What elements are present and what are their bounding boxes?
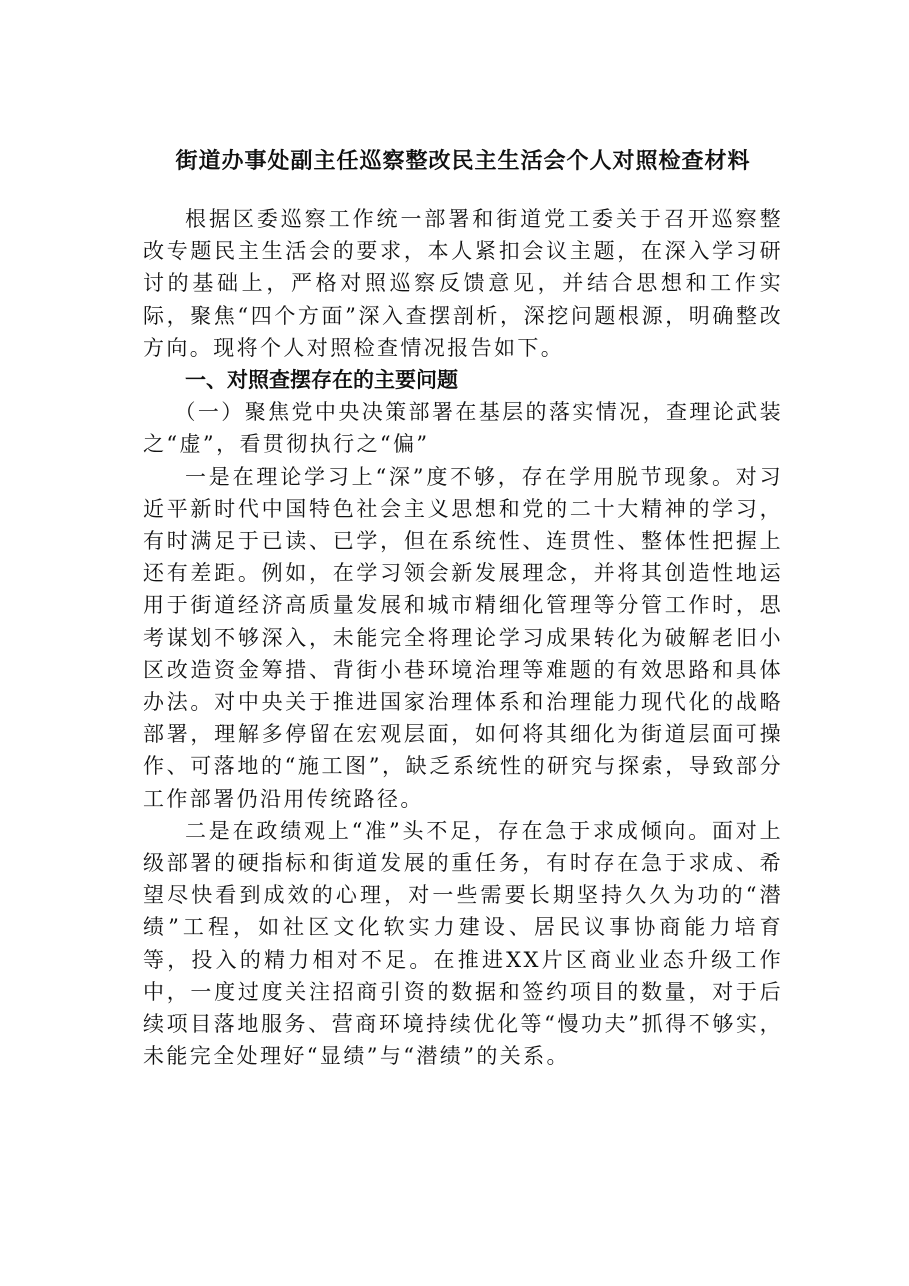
section-heading-1: 一、对照查摆存在的主要问题	[185, 367, 458, 393]
document-page	[143, 145, 783, 1072]
subsection-heading-1: （一）聚焦党中央决策部署在基层的落实情况，查理论武装之“虚”，看贯彻执行之“偏”	[143, 400, 783, 457]
body-paragraph-2: 二是在政绩观上“准”头不足，存在急于求成倾向。面对上级部署的硬指标和街道发展的重任务，有时存在急于求成、希望尽快看到成效的心理，对一些需要长期坚持久久为功的“潜绩”工程，如社区文化软实力建设、居民议事协商能力培育等，投入的精力相对不足。在推进XX片区商业业态升级工作中，一度过度关注招商引资的数据和签约项目的数量，对于后续项目落地服务、营商环境持续优化等“慢功夫”抓得不够实，未能完全处理好“显绩”与“潜绩”的关系。	[143, 818, 783, 1069]
document-title: 街道办事处副主任巡察整改民主生活会个人对照检查材料	[175, 148, 751, 174]
intro-paragraph: 根据区委巡察工作统一部署和街道党工委关于召开巡察整改专题民主生活会的要求，本人紧扣会议主题，在深入学习研讨的基础上，严格对照巡察反馈意见，并结合思想和工作实际，聚焦“四个方面”深入查摆剖析，深挖问题根源，明确整改方向。现将个人对照检查情况报告如下。	[143, 207, 783, 360]
body-paragraph-1: 一是在理论学习上“深”度不够，存在学用脱节现象。对习近平新时代中国特色社会主义思想和党的二十大精神的学习，有时满足于已读、已学，但在系统性、连贯性、整体性把握上还有差距。例如，在学习领会新发展理念，并将其创造性地运用于街道经济高质量发展和城市精细化管理等分管工作时，思考谋划不够深入，未能完全将理论学习成果转化为破解老旧小区改造资金筹措、背街小巷环境治理等难题的有效思路和具体办法。对中央关于推进国家治理体系和治理能力现代化的战略部署，理解多停留在宏观层面，如何将其细化为街道层面可操作、可落地的“施工图”，缺乏系统性的研究与探索，导致部分工作部署仍沿用传统路径。	[143, 464, 783, 811]
